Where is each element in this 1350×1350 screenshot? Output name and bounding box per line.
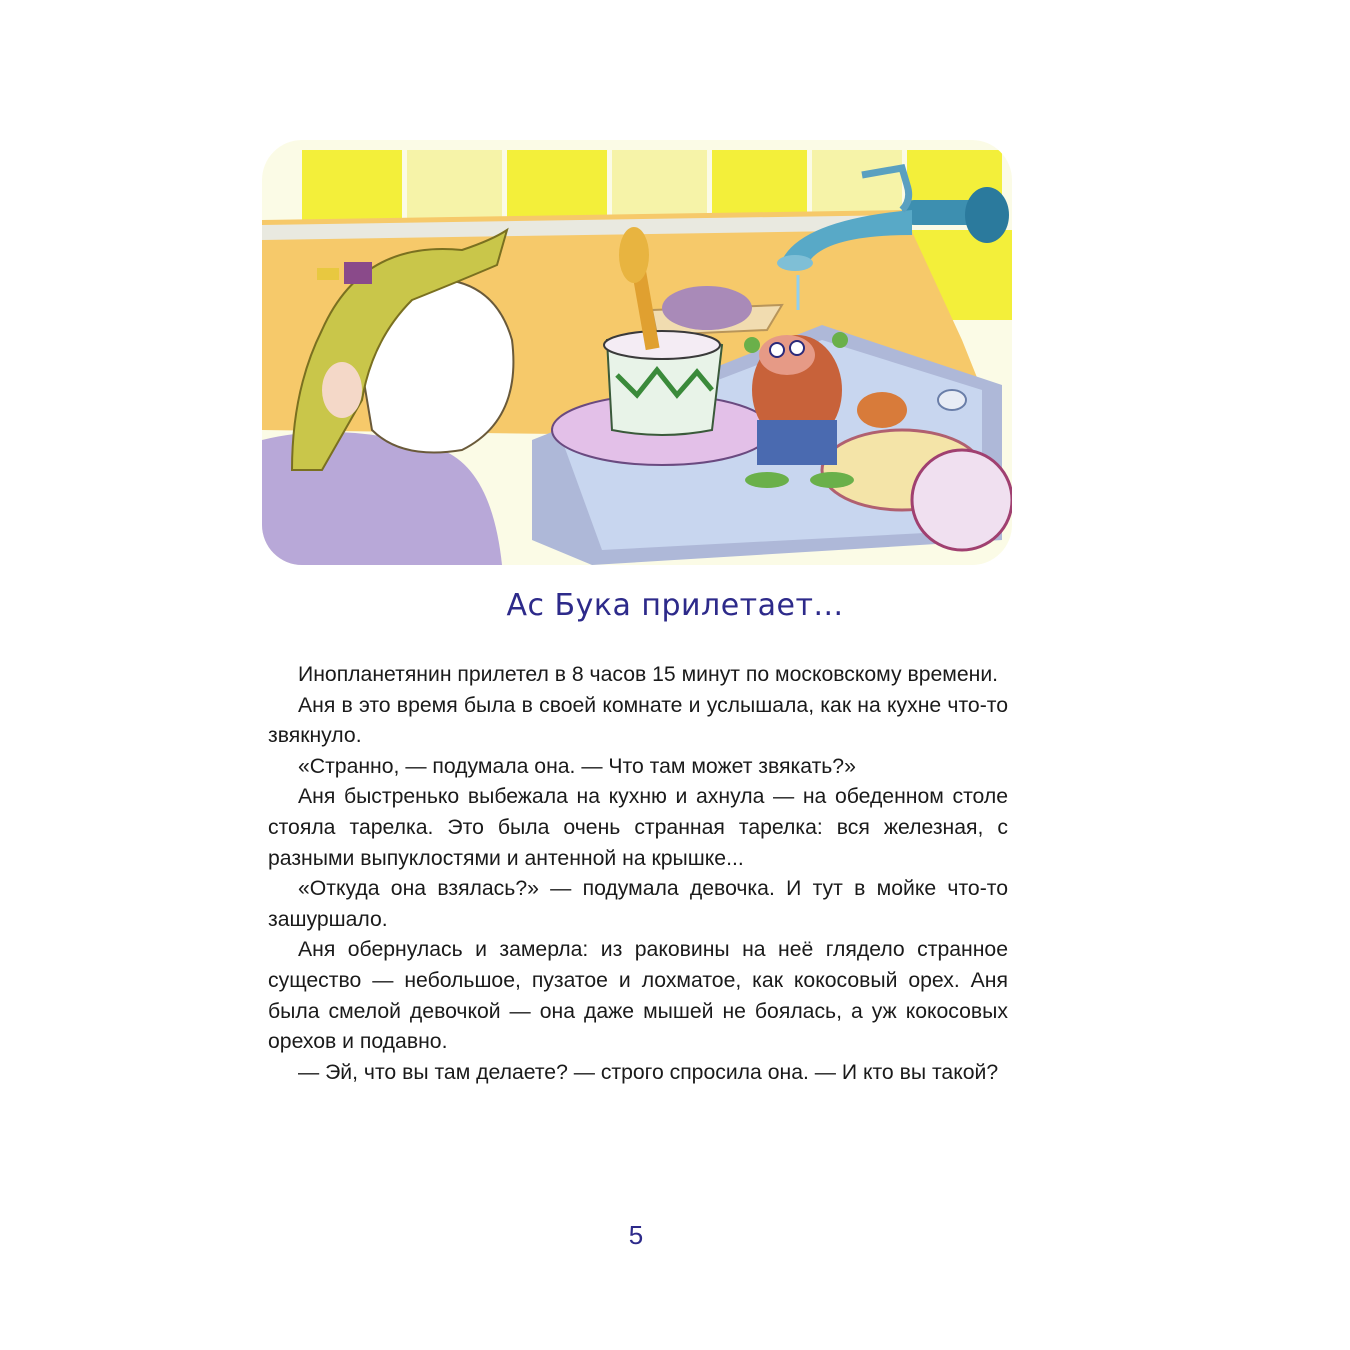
paragraph: «Откуда она взялась?» — подумала девочка. И тут в мойке что-то зашуршало. bbox=[268, 877, 1008, 931]
paragraph: Аня обернулась и замерла: из раковины на неё глядело странное существо — небольшое, пузатое и лохматое, как кокосовый орех. Аня была смелой девочкой — она даже мышей не боялась, а уж кокосовых орехов и подавно. bbox=[268, 938, 1008, 1054]
chapter-title: Ас Бука прилетает... bbox=[506, 588, 844, 623]
paragraph: Аня быстренько выбежала на кухню и ахнула — на обеденном столе стояла тарелка. Это была очень странная тарелка: вся железная, с разными выпуклостями и антенной на крышке... bbox=[268, 785, 1008, 870]
story-text bbox=[268, 660, 1008, 1088]
kitchen-illustration bbox=[262, 140, 1012, 565]
paragraph: «Странно, — подумала она. — Что там может звякать?» bbox=[298, 754, 856, 778]
paragraph: — Эй, что вы там делаете? — строго спросила она. — И кто вы такой? bbox=[298, 1060, 999, 1084]
page-number: 5 bbox=[628, 1220, 644, 1250]
paragraph: Инопланетянин прилетел в 8 часов 15 минут по московскому времени. bbox=[298, 663, 999, 686]
paragraph: Аня в это время была в своей комнате и услышала, как на кухне что-то звякнуло. bbox=[268, 693, 1008, 748]
